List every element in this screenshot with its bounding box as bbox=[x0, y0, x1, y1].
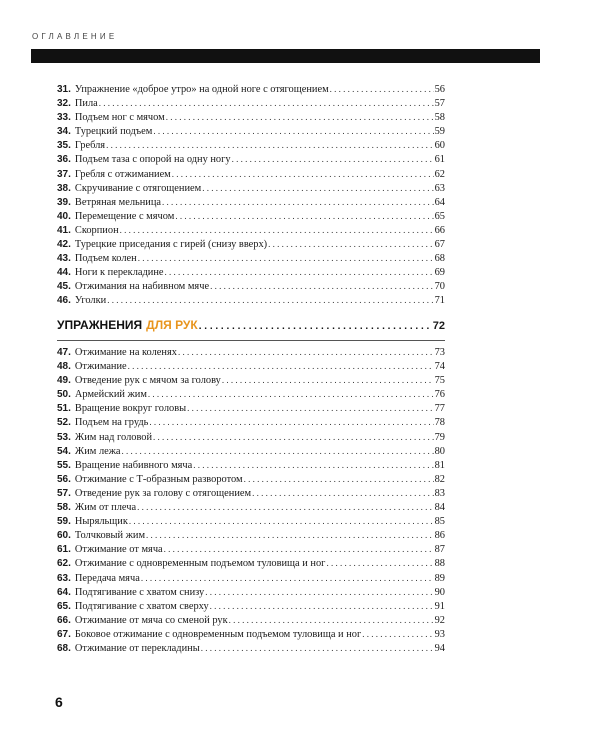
toc-entry-page: 70 bbox=[434, 281, 445, 293]
toc-entry-page: 88 bbox=[434, 558, 445, 570]
toc-leader-dots bbox=[137, 500, 434, 514]
toc-entry-title: Отжимание от мяча со сменой рук bbox=[74, 614, 228, 626]
toc-entry bbox=[57, 195, 445, 209]
toc-entry-page: 62 bbox=[434, 168, 445, 180]
toc-entry-title: Подъем таза с опорой на одну ногу bbox=[74, 154, 231, 166]
toc-entry-number: 67. bbox=[57, 628, 71, 640]
toc-entry-title: Пила bbox=[74, 98, 98, 110]
toc-leader-dots bbox=[107, 293, 433, 307]
section-page: 72 bbox=[432, 320, 445, 332]
toc-entry-number: 54. bbox=[57, 445, 71, 457]
toc-leader-dots bbox=[120, 223, 434, 237]
toc-entry-number: 57. bbox=[57, 487, 71, 499]
toc-entry bbox=[57, 345, 445, 359]
toc-leader-dots bbox=[165, 265, 434, 279]
toc-leader-dots bbox=[210, 599, 434, 613]
toc-entry-title: Подтягивание с хватом сверху bbox=[74, 600, 209, 612]
toc-entry-number: 59. bbox=[57, 516, 71, 528]
toc-leader-dots bbox=[128, 359, 434, 373]
toc-entry-title: Скручивание с отягощением bbox=[74, 182, 202, 194]
toc-entry-number: 44. bbox=[57, 267, 71, 279]
toc-entry-title: Боковое отжимание с одновременным подъемом туловища и ног bbox=[74, 628, 362, 640]
toc-leader-dots bbox=[202, 181, 433, 195]
toc-entry-title: Отжимание от мяча bbox=[74, 544, 163, 556]
toc-entry-page: 61 bbox=[434, 154, 445, 166]
toc-leader-dots bbox=[222, 373, 434, 387]
toc-entry-number: 65. bbox=[57, 600, 71, 612]
toc-entry-title: Армейский жим bbox=[74, 389, 147, 401]
toc-entry-page: 91 bbox=[434, 600, 445, 612]
page-number: 6 bbox=[55, 694, 63, 710]
toc-entry bbox=[57, 486, 445, 500]
toc-entry-title: Вращение набивного мяча bbox=[74, 459, 193, 471]
toc-leader-dots bbox=[201, 641, 434, 655]
toc-entry-title: Толчковый жим bbox=[74, 530, 146, 542]
toc-entry-title: Турецкий подъем bbox=[74, 126, 153, 138]
toc-leader-dots bbox=[232, 152, 434, 166]
toc-entry bbox=[57, 152, 445, 166]
toc-entry-page: 73 bbox=[434, 347, 445, 358]
toc-entry-page: 74 bbox=[434, 361, 445, 373]
toc-entry-title: Скорпион bbox=[74, 224, 119, 236]
toc-entry-number: 63. bbox=[57, 572, 71, 584]
toc-entry-title: Отведение рук с мячом за голову bbox=[74, 375, 221, 387]
toc-entry-page: 85 bbox=[434, 516, 445, 528]
toc-entry bbox=[57, 82, 445, 96]
toc-entry-title: Ноги к перекладине bbox=[74, 267, 164, 279]
toc-entry-page: 56 bbox=[434, 84, 445, 95]
toc-entry-page: 58 bbox=[434, 112, 445, 124]
toc-leader-dots bbox=[193, 458, 433, 472]
toc-entry-number: 46. bbox=[57, 295, 71, 307]
toc-entry-title: Перемещение с мячом bbox=[74, 210, 175, 222]
toc-entry-title: Жим над головой bbox=[74, 431, 153, 443]
toc-entry bbox=[57, 571, 445, 585]
toc-entry-number: 45. bbox=[57, 281, 71, 293]
toc-entry-number: 60. bbox=[57, 530, 71, 542]
toc-entry-page: 67 bbox=[434, 239, 445, 251]
toc-entry bbox=[57, 209, 445, 223]
section-leader bbox=[199, 321, 432, 332]
toc-entry bbox=[57, 415, 445, 429]
running-header: ОГЛАВЛЕНИЕ bbox=[32, 32, 118, 41]
toc-entry bbox=[57, 110, 445, 124]
toc-entry-number: 31. bbox=[57, 84, 71, 95]
toc-entry-number: 32. bbox=[57, 98, 71, 110]
toc-entry-title: Вращение вокруг головы bbox=[74, 403, 187, 415]
toc-entry-title: Подтягивание с хватом снизу bbox=[74, 586, 205, 598]
toc-entry-page: 76 bbox=[434, 389, 445, 401]
toc-entry-title: Отжимание от перекладины bbox=[74, 642, 200, 654]
toc-entry bbox=[57, 599, 445, 613]
toc-leader-dots bbox=[153, 124, 433, 138]
toc-entry bbox=[57, 265, 445, 279]
toc-entry-number: 52. bbox=[57, 417, 71, 429]
toc-entry-number: 68. bbox=[57, 642, 71, 654]
toc-leader-dots bbox=[229, 613, 434, 627]
section-divider bbox=[57, 340, 445, 341]
toc-leader-dots bbox=[187, 401, 434, 415]
toc-leader-dots bbox=[205, 585, 433, 599]
header-bar bbox=[31, 49, 540, 63]
toc-entry-page: 66 bbox=[434, 224, 445, 236]
toc-leader-dots bbox=[166, 110, 434, 124]
toc-entry-number: 40. bbox=[57, 210, 71, 222]
toc-entry-number: 49. bbox=[57, 375, 71, 387]
toc-entry-number: 35. bbox=[57, 140, 71, 152]
toc-entry-page: 86 bbox=[434, 530, 445, 542]
toc-leader-dots bbox=[178, 345, 434, 359]
toc-entry-number: 58. bbox=[57, 502, 71, 514]
toc-entry bbox=[57, 472, 445, 486]
toc-entry bbox=[57, 293, 445, 307]
toc-entry bbox=[57, 514, 445, 528]
toc-entry-number: 41. bbox=[57, 224, 71, 236]
toc-entry bbox=[57, 138, 445, 152]
toc-entry-page: 82 bbox=[434, 473, 445, 485]
toc-list-bottom bbox=[57, 345, 445, 655]
toc-entry bbox=[57, 124, 445, 138]
toc-entry bbox=[57, 627, 445, 641]
toc-entry-title: Ныряльщик bbox=[74, 516, 128, 528]
toc-entry-title: Отведение рук за голову с отягощением bbox=[74, 487, 252, 499]
toc-entry-title: Упражнение «доброе утро» на одной ноге с отягощением bbox=[74, 84, 329, 95]
toc-entry-page: 78 bbox=[434, 417, 445, 429]
toc-entry bbox=[57, 430, 445, 444]
toc-entry-title: Уголки bbox=[74, 295, 107, 307]
toc-entry-number: 56. bbox=[57, 473, 71, 485]
toc-leader-dots bbox=[146, 528, 434, 542]
toc-leader-dots bbox=[172, 167, 434, 181]
toc-entry-page: 64 bbox=[434, 196, 445, 208]
toc-entry-page: 84 bbox=[434, 502, 445, 514]
toc-entry-number: 66. bbox=[57, 614, 71, 626]
toc-entry-page: 79 bbox=[434, 431, 445, 443]
toc-entry-page: 59 bbox=[434, 126, 445, 138]
toc-entry-title: Подъем ног с мячом bbox=[74, 112, 165, 124]
toc-leader-dots bbox=[362, 627, 433, 641]
toc-entry bbox=[57, 237, 445, 251]
toc-entry-number: 51. bbox=[57, 403, 71, 415]
section-title-main: УПРАЖНЕНИЯ bbox=[57, 318, 143, 332]
toc-entry-title: Отжимание с Т-образным разворотом bbox=[74, 473, 243, 485]
toc-entry-page: 57 bbox=[434, 98, 445, 110]
toc-entry-number: 48. bbox=[57, 361, 71, 373]
toc-entry-number: 37. bbox=[57, 168, 71, 180]
toc-entry-page: 69 bbox=[434, 267, 445, 279]
toc-entry-title: Отжимание на коленях bbox=[74, 347, 177, 358]
toc-list-top bbox=[57, 82, 445, 308]
toc-entry bbox=[57, 387, 445, 401]
toc-leader-dots bbox=[244, 472, 434, 486]
toc-entry-number: 50. bbox=[57, 389, 71, 401]
toc-entry bbox=[57, 641, 445, 655]
toc-entry-page: 71 bbox=[434, 295, 445, 307]
toc-entry-number: 38. bbox=[57, 182, 71, 194]
toc-entry-page: 63 bbox=[434, 182, 445, 194]
toc-entry-page: 80 bbox=[434, 445, 445, 457]
toc-entry-number: 39. bbox=[57, 196, 71, 208]
toc-entry-page: 87 bbox=[434, 544, 445, 556]
toc-entry bbox=[57, 528, 445, 542]
toc-entry-title: Отжимание bbox=[74, 361, 127, 373]
toc-entry bbox=[57, 500, 445, 514]
toc-leader-dots bbox=[330, 82, 434, 96]
toc-entry-page: 81 bbox=[434, 459, 445, 471]
toc-entry-number: 64. bbox=[57, 586, 71, 598]
toc-entry bbox=[57, 181, 445, 195]
toc-entry-title: Жим от плеча bbox=[74, 502, 137, 514]
toc-entry-number: 33. bbox=[57, 112, 71, 124]
toc-entry-title: Турецкие приседания с гирей (снизу вверх) bbox=[74, 239, 268, 251]
toc-entry-number: 42. bbox=[57, 239, 71, 251]
toc-entry-page: 92 bbox=[434, 614, 445, 626]
toc-leader-dots bbox=[252, 486, 434, 500]
section-heading bbox=[57, 318, 445, 332]
toc-leader-dots bbox=[153, 430, 434, 444]
toc-entry bbox=[57, 458, 445, 472]
toc-leader-dots bbox=[129, 514, 434, 528]
toc-entry-page: 65 bbox=[434, 210, 445, 222]
toc-leader-dots bbox=[138, 251, 434, 265]
toc-entry-page: 90 bbox=[434, 586, 445, 598]
toc-leader-dots bbox=[149, 415, 433, 429]
toc-entry-number: 34. bbox=[57, 126, 71, 138]
toc-entry-number: 55. bbox=[57, 459, 71, 471]
toc-entry-page: 75 bbox=[434, 375, 445, 387]
toc-entry-title: Отжимания на набивном мяче bbox=[74, 281, 210, 293]
toc-entry bbox=[57, 444, 445, 458]
toc-entry bbox=[57, 542, 445, 556]
section-title-accent: ДЛЯ РУК bbox=[146, 318, 198, 332]
toc-entry bbox=[57, 167, 445, 181]
toc-leader-dots bbox=[141, 571, 434, 585]
toc-entry-title: Подъем на грудь bbox=[74, 417, 149, 429]
toc-entry-number: 43. bbox=[57, 253, 71, 265]
toc-leader-dots bbox=[268, 237, 433, 251]
toc-entry bbox=[57, 613, 445, 627]
toc-leader-dots bbox=[162, 195, 434, 209]
toc-entry-title: Гребля bbox=[74, 140, 106, 152]
toc-entry bbox=[57, 585, 445, 599]
toc-entry-title: Ветряная мельница bbox=[74, 196, 162, 208]
toc-entry bbox=[57, 556, 445, 570]
toc-entry-page: 89 bbox=[434, 572, 445, 584]
toc-entry-page: 60 bbox=[434, 140, 445, 152]
toc-leader-dots bbox=[175, 209, 433, 223]
toc-leader-dots bbox=[164, 542, 434, 556]
toc-entry-page: 94 bbox=[434, 642, 445, 654]
toc-entry-number: 62. bbox=[57, 558, 71, 570]
toc-entry-title: Передача мяча bbox=[74, 572, 140, 584]
toc-leader-dots bbox=[148, 387, 434, 401]
toc-entry-number: 53. bbox=[57, 431, 71, 443]
toc-leader-dots bbox=[122, 444, 434, 458]
toc-entry bbox=[57, 96, 445, 110]
toc-entry bbox=[57, 359, 445, 373]
toc-entry-number: 61. bbox=[57, 544, 71, 556]
toc-entry-title: Жим лежа bbox=[74, 445, 121, 457]
toc-leader-dots bbox=[99, 96, 434, 110]
toc-entry-page: 77 bbox=[434, 403, 445, 415]
toc-entry bbox=[57, 401, 445, 415]
toc-leader-dots bbox=[106, 138, 434, 152]
toc-entry-page: 83 bbox=[434, 487, 445, 499]
toc-entry-title: Гребля с отжиманием bbox=[74, 168, 171, 180]
toc-entry-number: 47. bbox=[57, 347, 71, 358]
toc-entry-page: 93 bbox=[434, 628, 445, 640]
toc-entry bbox=[57, 223, 445, 237]
toc-entry bbox=[57, 373, 445, 387]
toc-entry-title: Подъем колен bbox=[74, 253, 137, 265]
toc-entry bbox=[57, 279, 445, 293]
toc-entry-page: 68 bbox=[434, 253, 445, 265]
toc-leader-dots bbox=[326, 556, 433, 570]
toc-entry bbox=[57, 251, 445, 265]
toc-entry-title: Отжимание с одновременным подъемом туловища и ног bbox=[74, 558, 326, 570]
toc-leader-dots bbox=[210, 279, 434, 293]
toc-entry-number: 36. bbox=[57, 154, 71, 166]
